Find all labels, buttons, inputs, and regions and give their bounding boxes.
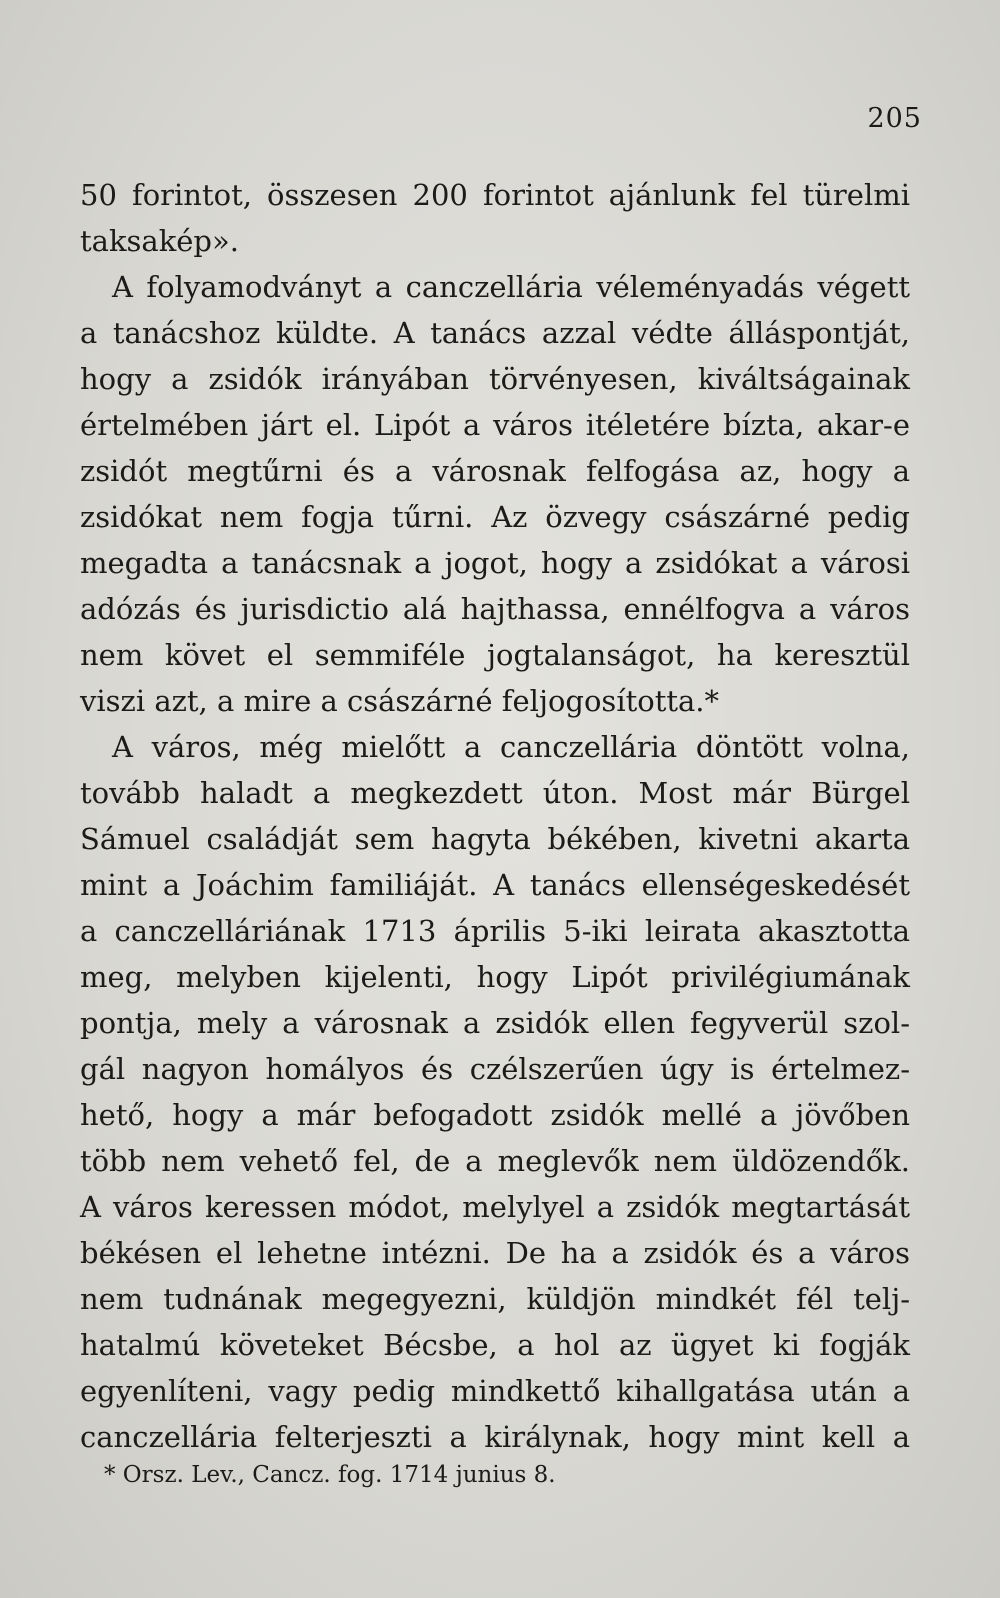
text-line: a canczelláriának 1713 április 5-iki leirata akasztotta bbox=[80, 914, 910, 948]
text-line: tovább haladt a megkezdett úton. Most már Bürgel bbox=[80, 776, 910, 810]
text-line: békésen el lehetne intézni. De ha a zsidók és a város bbox=[80, 1236, 910, 1270]
text-line: zsidókat nem fogja tűrni. Az özvegy császárné pedig bbox=[80, 500, 910, 534]
text-line: nem tudnának megegyezni, küldjön mindkét fél telj- bbox=[80, 1282, 910, 1316]
page-number: 205 bbox=[867, 103, 922, 134]
text-line: megadta a tanácsnak a jogot, hogy a zsidókat a városi bbox=[80, 546, 910, 580]
text-line: 50 forintot, összesen 200 forintot ajánlunk fel türelmi bbox=[80, 178, 910, 212]
text-line: A folyamodványt a canczellária véleményadás végett bbox=[112, 270, 910, 304]
text-line: hatalmú követeket Bécsbe, a hol az ügyet ki fogják bbox=[80, 1328, 910, 1362]
text-line: A város keressen módot, melylyel a zsidók megtartását bbox=[80, 1190, 910, 1224]
text-line: taksakép». bbox=[80, 224, 239, 258]
text-line: zsidót megtűrni és a városnak felfogása az, hogy a bbox=[80, 454, 910, 488]
body-text bbox=[80, 172, 910, 1460]
text-line: viszi azt, a mire a császárné feljogosította.* bbox=[80, 684, 720, 718]
text-line: A város, még mielőtt a canczellária döntött volna, bbox=[112, 730, 910, 764]
text-line: meg, melyben kijelenti, hogy Lipót privilégiumának bbox=[80, 960, 910, 994]
text-line: nem követ el semmiféle jogtalanságot, ha keresztül bbox=[80, 638, 910, 672]
text-line: Sámuel családját sem hagyta békében, kivetni akarta bbox=[80, 822, 910, 856]
text-line: hető, hogy a már befogadott zsidók mellé a jövőben bbox=[80, 1098, 910, 1132]
text-line: gál nagyon homályos és czélszerűen úgy is értelmez- bbox=[80, 1052, 910, 1086]
text-line: a tanácshoz küldte. A tanács azzal védte álláspontját, bbox=[80, 316, 910, 350]
text-line: pontja, mely a városnak a zsidók ellen fegyverül szol- bbox=[80, 1006, 910, 1040]
text-line: mint a Joáchim familiáját. A tanács ellenségeskedését bbox=[80, 868, 910, 902]
footnote: * Orsz. Lev., Cancz. fog. 1714 junius 8. bbox=[104, 1462, 556, 1488]
text-line: canczellária felterjeszti a királynak, hogy mint kell a bbox=[80, 1420, 910, 1454]
text-line: értelmében járt el. Lipót a város itéletére bízta, akar-e bbox=[80, 408, 910, 442]
text-line: hogy a zsidók irányában törvényesen, kiváltságainak bbox=[80, 362, 910, 396]
text-line: több nem vehető fel, de a meglevők nem üldözendők. bbox=[80, 1144, 910, 1178]
text-line: egyenlíteni, vagy pedig mindkettő kihallgatása után a bbox=[80, 1374, 910, 1408]
text-line: adózás és jurisdictio alá hajthassa, ennélfogva a város bbox=[80, 592, 910, 626]
